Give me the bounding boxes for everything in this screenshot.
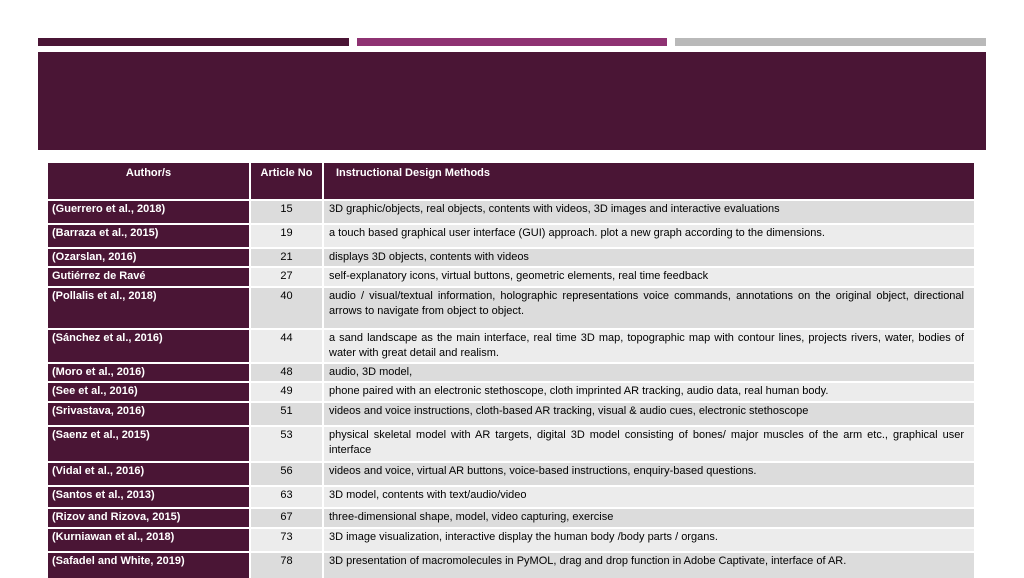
method-cell: 3D image visualization, interactive display the human body /body parts / organs.	[323, 528, 975, 552]
header-author: Author/s	[48, 163, 250, 200]
method-cell: a sand landscape as the main interface, real time 3D map, topographic map with contour lines, projects rivers, water, bodies of water with great detail and realism.	[323, 329, 975, 363]
table-row	[48, 200, 975, 224]
header-methods: Instructional Design Methods	[323, 163, 975, 200]
article-no-cell: 15	[250, 200, 323, 224]
accent-bar-dark	[38, 38, 349, 46]
article-no-cell: 78	[250, 552, 323, 578]
author-cell: (Srivastava, 2016)	[48, 402, 250, 426]
method-cell: audio / visual/textual information, holographic representations voice commands, annotations on the original object, directional arrows to navigate from object to object.	[323, 287, 975, 329]
article-no-cell: 51	[250, 402, 323, 426]
author-cell: (Guerrero et al., 2018)	[48, 200, 250, 224]
author-cell: (Vidal et al., 2016)	[48, 462, 250, 486]
article-no-cell: 53	[250, 426, 323, 462]
table-row	[48, 267, 975, 287]
author-cell: (See et al., 2016)	[48, 382, 250, 402]
table-row	[48, 402, 975, 426]
article-no-cell: 63	[250, 486, 323, 508]
instructional-design-table	[48, 163, 976, 578]
table-row	[48, 248, 975, 267]
method-cell: phone paired with an electronic stethoscope, cloth imprinted AR tracking, audio data, real human body.	[323, 382, 975, 402]
table-row	[48, 224, 975, 248]
article-no-cell: 40	[250, 287, 323, 329]
method-cell: 3D graphic/objects, real objects, contents with videos, 3D images and interactive evaluations	[323, 200, 975, 224]
author-cell: (Barraza et al., 2015)	[48, 224, 250, 248]
accent-bar-gray	[675, 38, 986, 46]
method-cell: three-dimensional shape, model, video capturing, exercise	[323, 508, 975, 528]
method-cell: self-explanatory icons, virtual buttons, geometric elements, real time feedback	[323, 267, 975, 287]
article-no-cell: 48	[250, 363, 323, 382]
article-no-cell: 19	[250, 224, 323, 248]
article-no-cell: 56	[250, 462, 323, 486]
method-cell: 3D model, contents with text/audio/video	[323, 486, 975, 508]
method-cell: videos and voice, virtual AR buttons, voice-based instructions, enquiry-based questions.	[323, 462, 975, 486]
author-cell: (Safadel and White, 2019)	[48, 552, 250, 578]
table-row	[48, 382, 975, 402]
table-row	[48, 552, 975, 578]
table-header-row	[48, 163, 975, 200]
author-cell: (Moro et al., 2016)	[48, 363, 250, 382]
article-no-cell: 49	[250, 382, 323, 402]
table-row	[48, 508, 975, 528]
method-cell: displays 3D objects, contents with videos	[323, 248, 975, 267]
table-row	[48, 363, 975, 382]
author-cell: (Saenz et al., 2015)	[48, 426, 250, 462]
author-cell: Gutiérrez de Ravé	[48, 267, 250, 287]
table-row	[48, 329, 975, 363]
table-row	[48, 426, 975, 462]
table-row	[48, 486, 975, 508]
article-no-cell: 27	[250, 267, 323, 287]
method-cell: videos and voice instructions, cloth-based AR tracking, visual & audio cues, electronic stethoscope	[323, 402, 975, 426]
table-row	[48, 528, 975, 552]
table-row	[48, 462, 975, 486]
author-cell: (Pollalis et al., 2018)	[48, 287, 250, 329]
author-cell: (Sánchez et al., 2016)	[48, 329, 250, 363]
article-no-cell: 73	[250, 528, 323, 552]
title-band	[38, 52, 986, 150]
author-cell: (Santos et al., 2013)	[48, 486, 250, 508]
author-cell: (Ozarslan, 2016)	[48, 248, 250, 267]
method-cell: 3D presentation of macromolecules in PyMOL, drag and drop function in Adobe Captivate, interface of AR.	[323, 552, 975, 578]
article-no-cell: 21	[250, 248, 323, 267]
method-cell: a touch based graphical user interface (GUI) approach. plot a new graph according to the dimensions.	[323, 224, 975, 248]
article-no-cell: 67	[250, 508, 323, 528]
article-no-cell: 44	[250, 329, 323, 363]
author-cell: (Kurniawan et al., 2018)	[48, 528, 250, 552]
table-row	[48, 287, 975, 329]
accent-bar-purple	[357, 38, 667, 46]
method-cell: physical skeletal model with AR targets, digital 3D model consisting of bones/ major muscles of the arm etc., graphical user interface	[323, 426, 975, 462]
author-cell: (Rizov and Rizova, 2015)	[48, 508, 250, 528]
header-article-no: Article No	[250, 163, 323, 200]
method-cell: audio, 3D model,	[323, 363, 975, 382]
